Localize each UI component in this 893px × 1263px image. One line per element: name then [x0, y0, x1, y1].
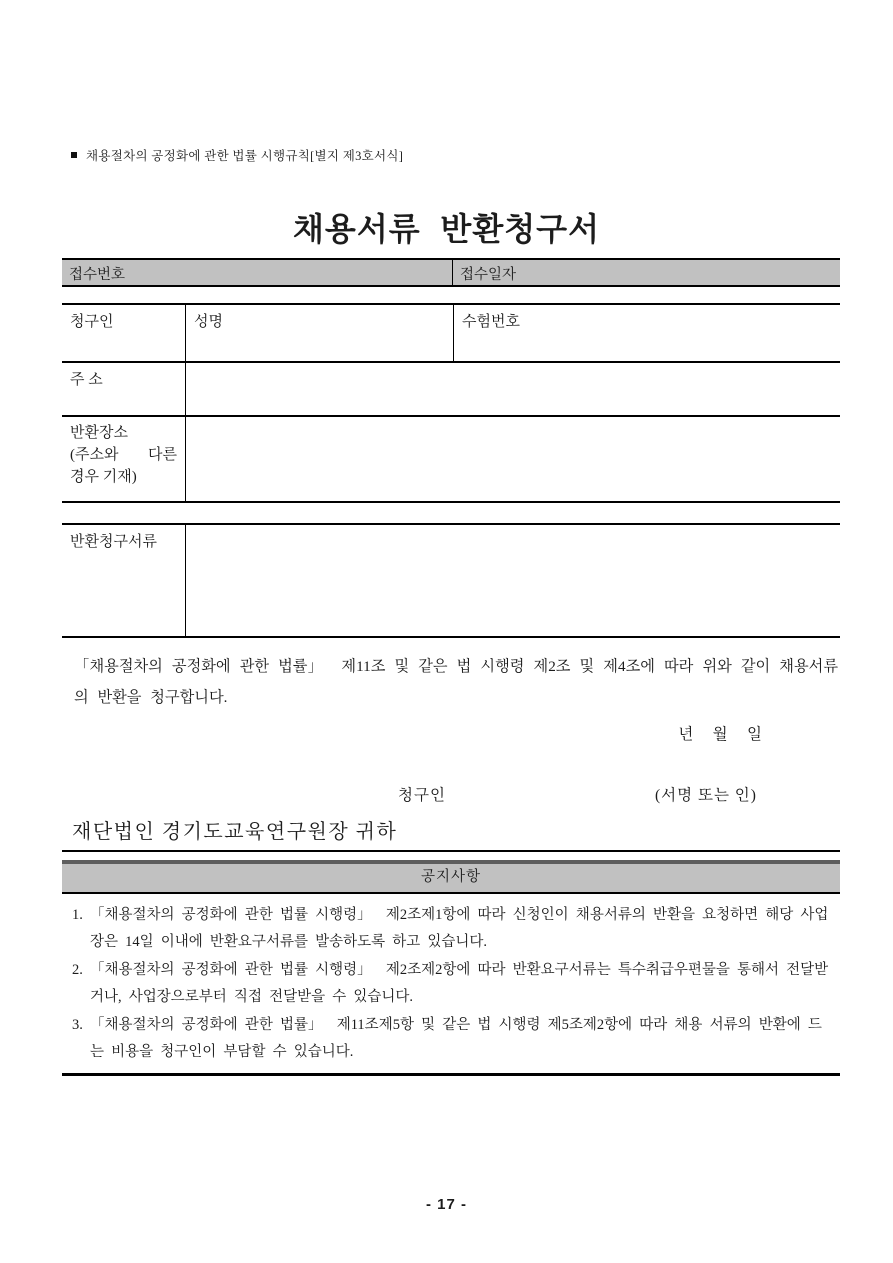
receipt-table: [62, 258, 840, 287]
document-title: 채용서류 반환청구서: [293, 211, 600, 247]
table-row-address: [62, 363, 840, 417]
return-place-label-cell: [62, 417, 185, 501]
notice-item-3: [66, 1012, 836, 1065]
requested-documents-value-cell: [185, 525, 840, 636]
date-line: 년 월 일: [678, 726, 762, 743]
notice-body: [62, 894, 840, 1073]
table-row-return-place: [62, 417, 840, 501]
address-label-cell: [62, 363, 185, 415]
return-place-label-line1: 반환장소: [70, 425, 128, 441]
receipt-number-cell: [62, 260, 453, 285]
address-value-cell: [185, 363, 840, 415]
table-row-claimant: [62, 305, 840, 363]
return-place-value-cell: [185, 417, 840, 501]
declaration-paragraph: 「채용절차의 공정화에 관한 법률」 제11조 및 같은 법 시행령 제2조 및 제4조에 따라 위와 같이 채용서류의 반환을 청구합니다.: [74, 658, 838, 706]
notice-item-3-text: 「채용절차의 공정화에 관한 법률」 제11조제5항 및 같은 법 시행령 제5조제2항에 따라 채용 서류의 반환에 드는 비용을 청구인이 부담할 수 있습니다.: [90, 1017, 822, 1060]
exam-number-cell: [453, 305, 840, 361]
notice-item-2-text: 「채용절차의 공정화에 관한 법률 시행령」 제2조제2항에 따라 반환요구서류는 특수취급우편물을 통해서 전달받거나, 사업장으로부터 직접 전달받을 수 있습니다.: [90, 962, 829, 1005]
signer-label: 청구인: [398, 787, 446, 804]
square-bullet-icon: [71, 152, 77, 158]
notice-box: [62, 860, 840, 1076]
notice-header: 공지사항: [62, 864, 840, 894]
addressee-line: 재단법인 경기도교육연구원장 귀하: [72, 821, 398, 843]
requested-documents-label-cell: [62, 525, 185, 636]
requested-documents-label: 반환청구서류: [70, 534, 157, 550]
name-cell: [185, 305, 453, 361]
horizontal-divider: [62, 850, 840, 852]
page-number: - 17 -: [425, 1196, 467, 1213]
receipt-number-label: 접수번호: [69, 267, 126, 283]
requested-documents-table: [62, 523, 840, 638]
notice-item-1: [66, 902, 836, 955]
notice-item-2: [66, 957, 836, 1010]
exam-number-label: 수험번호: [462, 314, 520, 330]
name-label: 성명: [194, 314, 223, 330]
return-place-label-line3: 경우 기재): [70, 469, 137, 485]
notice-item-1-text: 「채용절차의 공정화에 관한 법률 시행령」 제2조제1항에 따라 신청인이 채용서류의 반환을 요청하면 해당 사업장은 14일 이내에 반환요구서류를 발송하도록 하고 있습니다.: [90, 907, 829, 950]
form-reference-text: 채용절차의 공정화에 관한 법률 시행규칙[별지 제3호서식]: [86, 149, 404, 163]
receipt-date-label: 접수일자: [460, 267, 517, 283]
receipt-date-cell: [453, 260, 840, 285]
applicant-table: [62, 303, 840, 503]
form-reference-note: [71, 146, 403, 164]
signature-or-seal-note: (서명 또는 인): [655, 787, 757, 804]
claimant-label: 청구인: [70, 314, 114, 330]
claimant-label-cell: [62, 305, 185, 361]
return-place-label-line2: (주소와 다른: [70, 447, 177, 463]
address-label: 주 소: [70, 372, 103, 388]
notice-item-3-number: 3.: [72, 1017, 83, 1033]
notice-item-1-number: 1.: [72, 907, 83, 923]
notice-item-2-number: 2.: [72, 962, 83, 978]
